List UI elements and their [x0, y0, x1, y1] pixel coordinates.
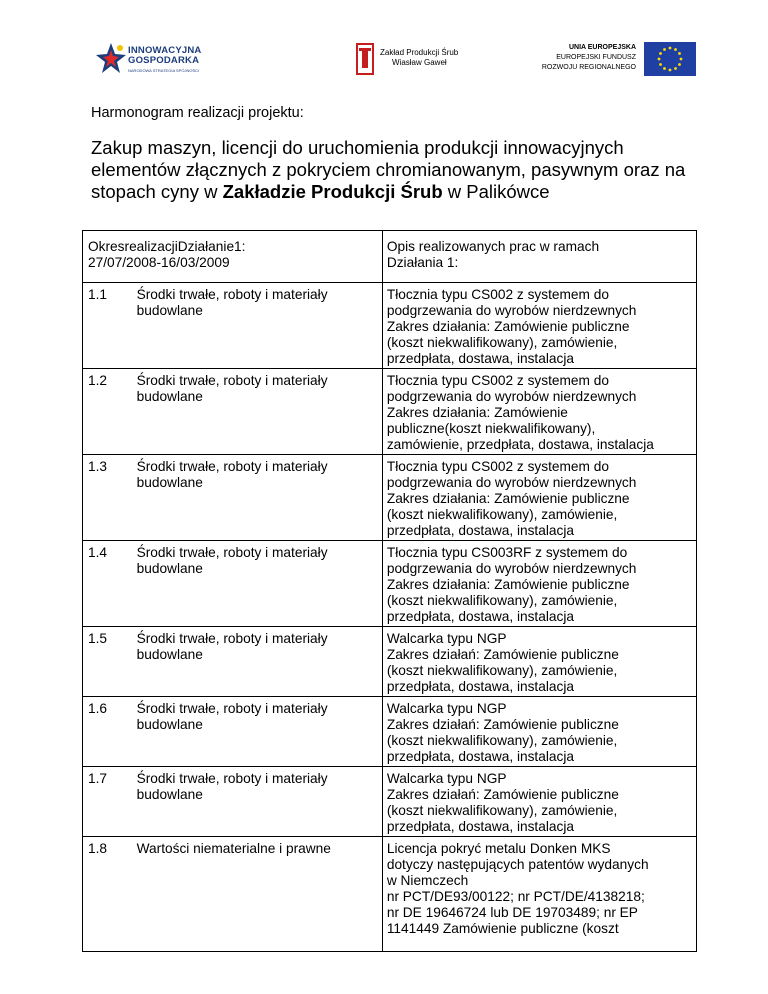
- star-logo-icon: [96, 42, 126, 74]
- row-category: Środki trwałe, roboty i materiały budowlane: [132, 455, 354, 541]
- row-category: Środki trwałe, roboty i materiały budowlane: [132, 627, 354, 697]
- table-row: [83, 627, 697, 697]
- table-body: [83, 283, 697, 952]
- table-row: [83, 697, 697, 767]
- innowacyjna-gospodarka-logo: [96, 40, 216, 80]
- schedule-table: [82, 230, 697, 952]
- row-category: Środki trwałe, roboty i materiały budowlane: [132, 767, 354, 837]
- left-logo-line3: NARODOWA STRATEGIA SPÓJNOŚCI: [128, 68, 200, 73]
- row-category: Środki trwałe, roboty i materiały budowlane: [132, 697, 354, 767]
- left-logo-line1: INNOWACYJNA: [128, 45, 202, 56]
- table-header-row: [83, 231, 697, 283]
- table-row: [83, 767, 697, 837]
- right-logo-line1: UNIA EUROPEJSKA: [568, 44, 636, 51]
- right-logo-line2: EUROPEJSKI FUNDUSZ: [556, 54, 636, 61]
- row-description: Tłocznia typu CS002 z systemem do podgrzewania do wyrobów nierdzewnych Zakres działania: Zamówienie publiczne (koszt niekwalifikowany), zamówienie, przedpłata, dostawa, instalacja: [382, 283, 696, 369]
- row-description: Tłocznia typu CS002 z systemem do podgrzewania do wyrobów nierdzewnych Zakres działania: Zamówienie publiczne(koszt niekwalifikowany), zamówienie, przedpłata, dostawa, instalacja: [382, 369, 696, 455]
- company-emblem-icon: [354, 42, 376, 76]
- header-description-cell: Opis realizowanych prac w ramach Działania 1:: [382, 231, 696, 283]
- center-logo-line2: Wiasław Gaweł: [392, 58, 447, 67]
- row-category: Środki trwałe, roboty i materiały budowlane: [132, 541, 354, 627]
- table-row: [83, 837, 697, 952]
- row-number: 1.5: [83, 627, 132, 697]
- row-number: 1.2: [83, 369, 132, 455]
- table-row: [83, 283, 697, 369]
- eu-logo: [542, 42, 696, 76]
- row-number: 1.4: [83, 541, 132, 627]
- zps-logo: [354, 42, 474, 76]
- title-text: Zakup maszyn, licencji do uruchomienia produkcji innowacyjnych elementów złącznych z pokryciem chromianowanym, pasywnym oraz na stopach cyny w: [91, 137, 686, 202]
- eu-flag-icon: [644, 42, 696, 76]
- row-description: Walcarka typu NGP Zakres działań: Zamówienie publiczne (koszt niekwalifikowany), zamówienie, przedpłata, dostawa, instalacja: [382, 767, 696, 837]
- row-description: Tłocznia typu CS002 z systemem do podgrzewania do wyrobów nierdzewnych Zakres działania: Zamówienie publiczne (koszt niekwalifikowany), zamówienie, przedpłata, dostawa, instalacja: [382, 455, 696, 541]
- table-row: [83, 541, 697, 627]
- row-number: 1.3: [83, 455, 132, 541]
- row-description: Walcarka typu NGP Zakres działań: Zamówienie publiczne (koszt niekwalifikowany), zamówienie, przedpłata, dostawa, instalacja: [382, 697, 696, 767]
- row-number: 1.7: [83, 767, 132, 837]
- row-spacer: [354, 767, 383, 837]
- row-spacer: [354, 283, 383, 369]
- row-spacer: [354, 541, 383, 627]
- row-description: Licencja pokryć metalu Donken MKS dotyczy następujących patentów wydanych w Niemczech nr PCT/DE93/00122; nr PCT/DE/4138218; nr DE 19646724 lub DE 19703489; nr EP 1141449 Zamówienie publiczne (koszt: [382, 837, 696, 952]
- row-spacer: [354, 627, 383, 697]
- right-logo-line3: ROZWOJU REGIONALNEGO: [541, 64, 636, 71]
- row-number: 1.8: [83, 837, 132, 952]
- row-description: Tłocznia typu CS003RF z systemem do podgrzewania do wyrobów nierdzewnych Zakres działania: Zamówienie publiczne (koszt niekwalifikowany), zamówienie, przedpłata, dostawa, instalacja: [382, 541, 696, 627]
- row-spacer: [354, 455, 383, 541]
- row-spacer: [354, 837, 383, 952]
- table-row: [83, 369, 697, 455]
- title-suffix: w Palikówce: [442, 181, 550, 202]
- row-category: Środki trwałe, roboty i materiały budowlane: [132, 283, 354, 369]
- row-number: 1.1: [83, 283, 132, 369]
- table-row: [83, 455, 697, 541]
- subtitle: Harmonogram realizacji projektu:: [91, 105, 304, 121]
- center-logo-line1: Zakład Produkcji Śrub: [380, 48, 459, 57]
- row-number: 1.6: [83, 697, 132, 767]
- row-category: Wartości niematerialne i prawne: [132, 837, 354, 952]
- row-spacer: [354, 697, 383, 767]
- left-logo-line2: GOSPODARKA: [128, 55, 200, 66]
- title-company: Zakładzie Produkcji Śrub: [222, 181, 443, 202]
- row-spacer: [354, 369, 383, 455]
- page-title: [91, 137, 691, 203]
- header-period-cell: OkresrealizacjiDziałanie1: 27/07/2008-16/03/2009: [83, 231, 383, 283]
- row-description: Walcarka typu NGP Zakres działań: Zamówienie publiczne (koszt niekwalifikowany), zamówienie, przedpłata, dostawa, instalacja: [382, 627, 696, 697]
- row-category: Środki trwałe, roboty i materiały budowlane: [132, 369, 354, 455]
